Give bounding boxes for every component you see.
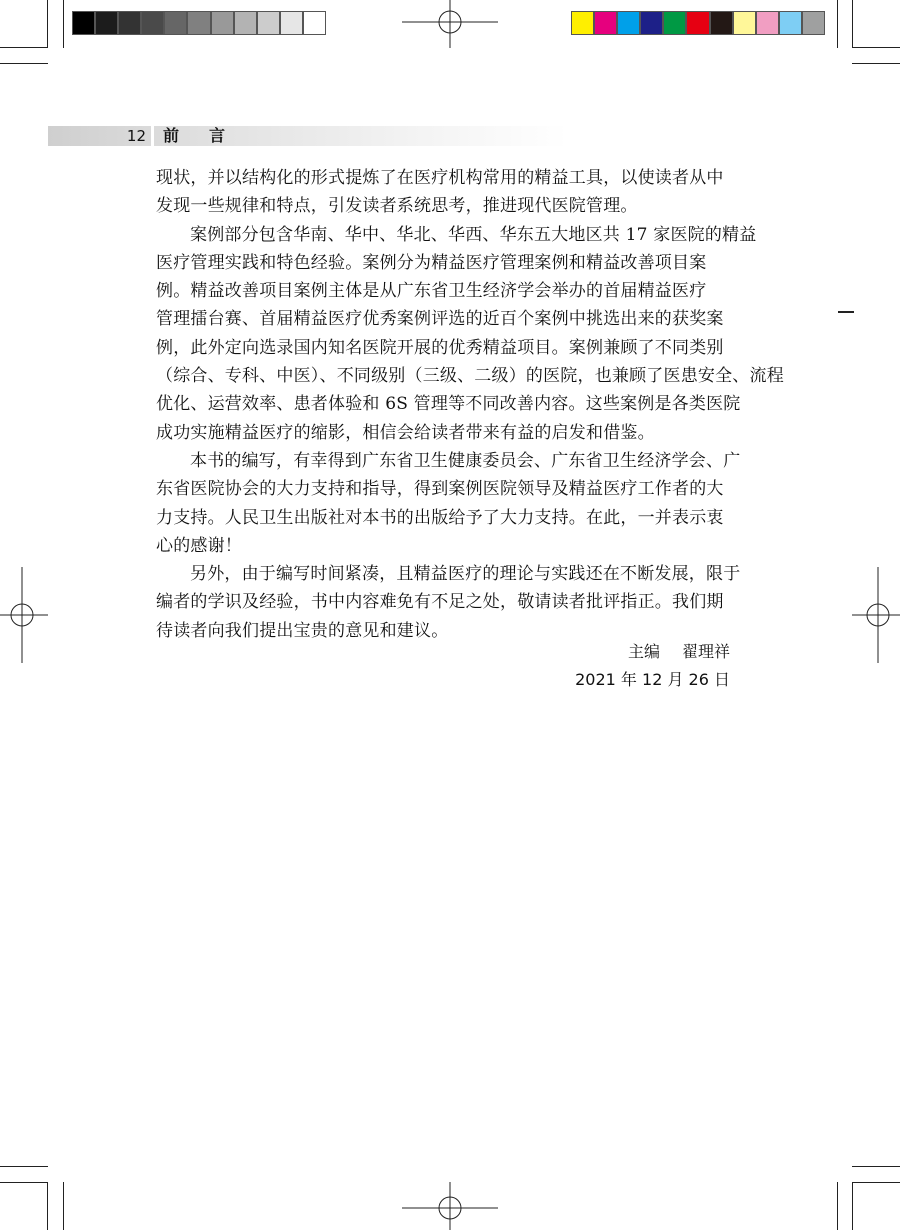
text-line: 现状，并以结构化的形式提炼了在医疗机构常用的精益工具，以使读者从中: [156, 168, 724, 188]
calibration-swatch: [733, 11, 756, 35]
registration-target-icon: [852, 567, 900, 663]
text-line: 东省医院协会的大力支持和指导，得到案例医院领导及精益医疗工作者的大: [156, 479, 724, 500]
calibration-swatch: [756, 11, 779, 35]
crop-mark: [852, 0, 853, 48]
crop-mark: [852, 1182, 853, 1230]
text-line: 心的感谢！: [156, 535, 242, 556]
crop-mark: [852, 47, 900, 48]
paragraph: [156, 164, 736, 221]
crop-mark: [0, 1166, 48, 1167]
calibration-swatch: [594, 11, 617, 35]
text-line: 待读者向我们提出宝贵的意见和建议。: [156, 620, 449, 641]
color-calibration-bar: [571, 11, 825, 35]
body-text: [156, 164, 784, 645]
paragraph: [156, 560, 741, 645]
calibration-swatch: [72, 11, 95, 35]
calibration-swatch: [663, 11, 686, 35]
text-line: 管理擂台赛、首届精益医疗优秀案例评选的近百个案例中挑选出来的获奖案: [156, 309, 724, 330]
calibration-swatch: [234, 11, 257, 35]
crop-mark: [63, 1182, 64, 1230]
paragraph: [156, 447, 741, 560]
registration-target-icon: [0, 567, 48, 663]
crop-mark: [0, 1182, 48, 1183]
editor-role: 主编: [627, 642, 660, 661]
calibration-swatch: [187, 11, 210, 35]
calibration-swatch: [118, 11, 141, 35]
crop-mark: [837, 1182, 838, 1230]
signature-block: [575, 638, 730, 694]
margin-dash: [838, 311, 854, 313]
paragraph: [156, 221, 784, 447]
calibration-swatch: [779, 11, 802, 35]
signature-author-line: [575, 638, 730, 666]
text-line: 医疗管理实践和特色经验。案例分为精益医疗管理案例和精益改善项目案: [156, 252, 707, 273]
text-line: 例，此外定向选录国内知名医院开展的优秀精益项目。案例兼顾了不同类别: [156, 337, 724, 358]
calibration-swatch: [686, 11, 709, 35]
calibration-swatch: [280, 11, 303, 35]
text-line: 案例部分包含华南、华中、华北、华西、华东五大地区共 17 家医院的精益: [190, 224, 757, 245]
text-line: 本书的编写，有幸得到广东省卫生健康委员会、广东省卫生经济学会、广: [190, 450, 741, 471]
crop-mark: [852, 63, 900, 64]
calibration-swatch: [164, 11, 187, 35]
calibration-swatch: [141, 11, 164, 35]
calibration-swatch: [802, 11, 825, 35]
text-line: 成功实施精益医疗的缩影，相信会给读者带来有益的启发和借鉴。: [156, 422, 655, 443]
text-line: 另外，由于编写时间紧凑，且精益医疗的理论与实践还在不断发展，限于: [190, 564, 741, 585]
text-line: 编者的学识及经验，书中内容难免有不足之处，敬请读者批评指正。我们期: [156, 592, 724, 613]
crop-mark: [47, 1182, 48, 1230]
crop-mark: [852, 1166, 900, 1167]
crop-mark: [0, 63, 48, 64]
crop-mark: [0, 47, 48, 48]
text-line: （综合、专科、中医）、不同级别（三级、二级）的医院，也兼顾了医患安全、流程: [156, 366, 784, 387]
header-divider: [151, 126, 154, 146]
registration-target-icon: [402, 0, 498, 48]
signature-date: 2021 年 12 月 26 日: [575, 670, 730, 689]
editor-name: 翟理祥: [681, 642, 730, 661]
calibration-swatch: [640, 11, 663, 35]
text-line: 发现一些规律和特点，引发读者系统思考，推进现代医院管理。: [156, 196, 638, 217]
registration-target-icon: [402, 1182, 498, 1230]
calibration-swatch: [571, 11, 594, 35]
calibration-swatch: [303, 11, 326, 35]
calibration-swatch: [95, 11, 118, 35]
crop-mark: [47, 0, 48, 48]
text-line: 例。精益改善项目案例主体是从广东省卫生经济学会举办的首届精益医疗: [156, 281, 707, 302]
calibration-swatch: [617, 11, 640, 35]
grayscale-calibration-bar: [72, 11, 326, 35]
page-number: 12: [126, 127, 146, 145]
crop-mark: [63, 0, 64, 48]
crop-mark: [837, 0, 838, 48]
section-title: 前言: [163, 126, 256, 145]
text-line: 力支持。人民卫生出版社对本书的出版给予了大力支持。在此，一并表示衷: [156, 507, 724, 528]
crop-mark: [852, 1182, 900, 1183]
calibration-swatch: [257, 11, 280, 35]
calibration-swatch: [710, 11, 733, 35]
text-line: 优化、运营效率、患者体验和 6S 管理等不同改善内容。这些案例是各类医院: [156, 394, 741, 415]
calibration-swatch: [211, 11, 234, 35]
